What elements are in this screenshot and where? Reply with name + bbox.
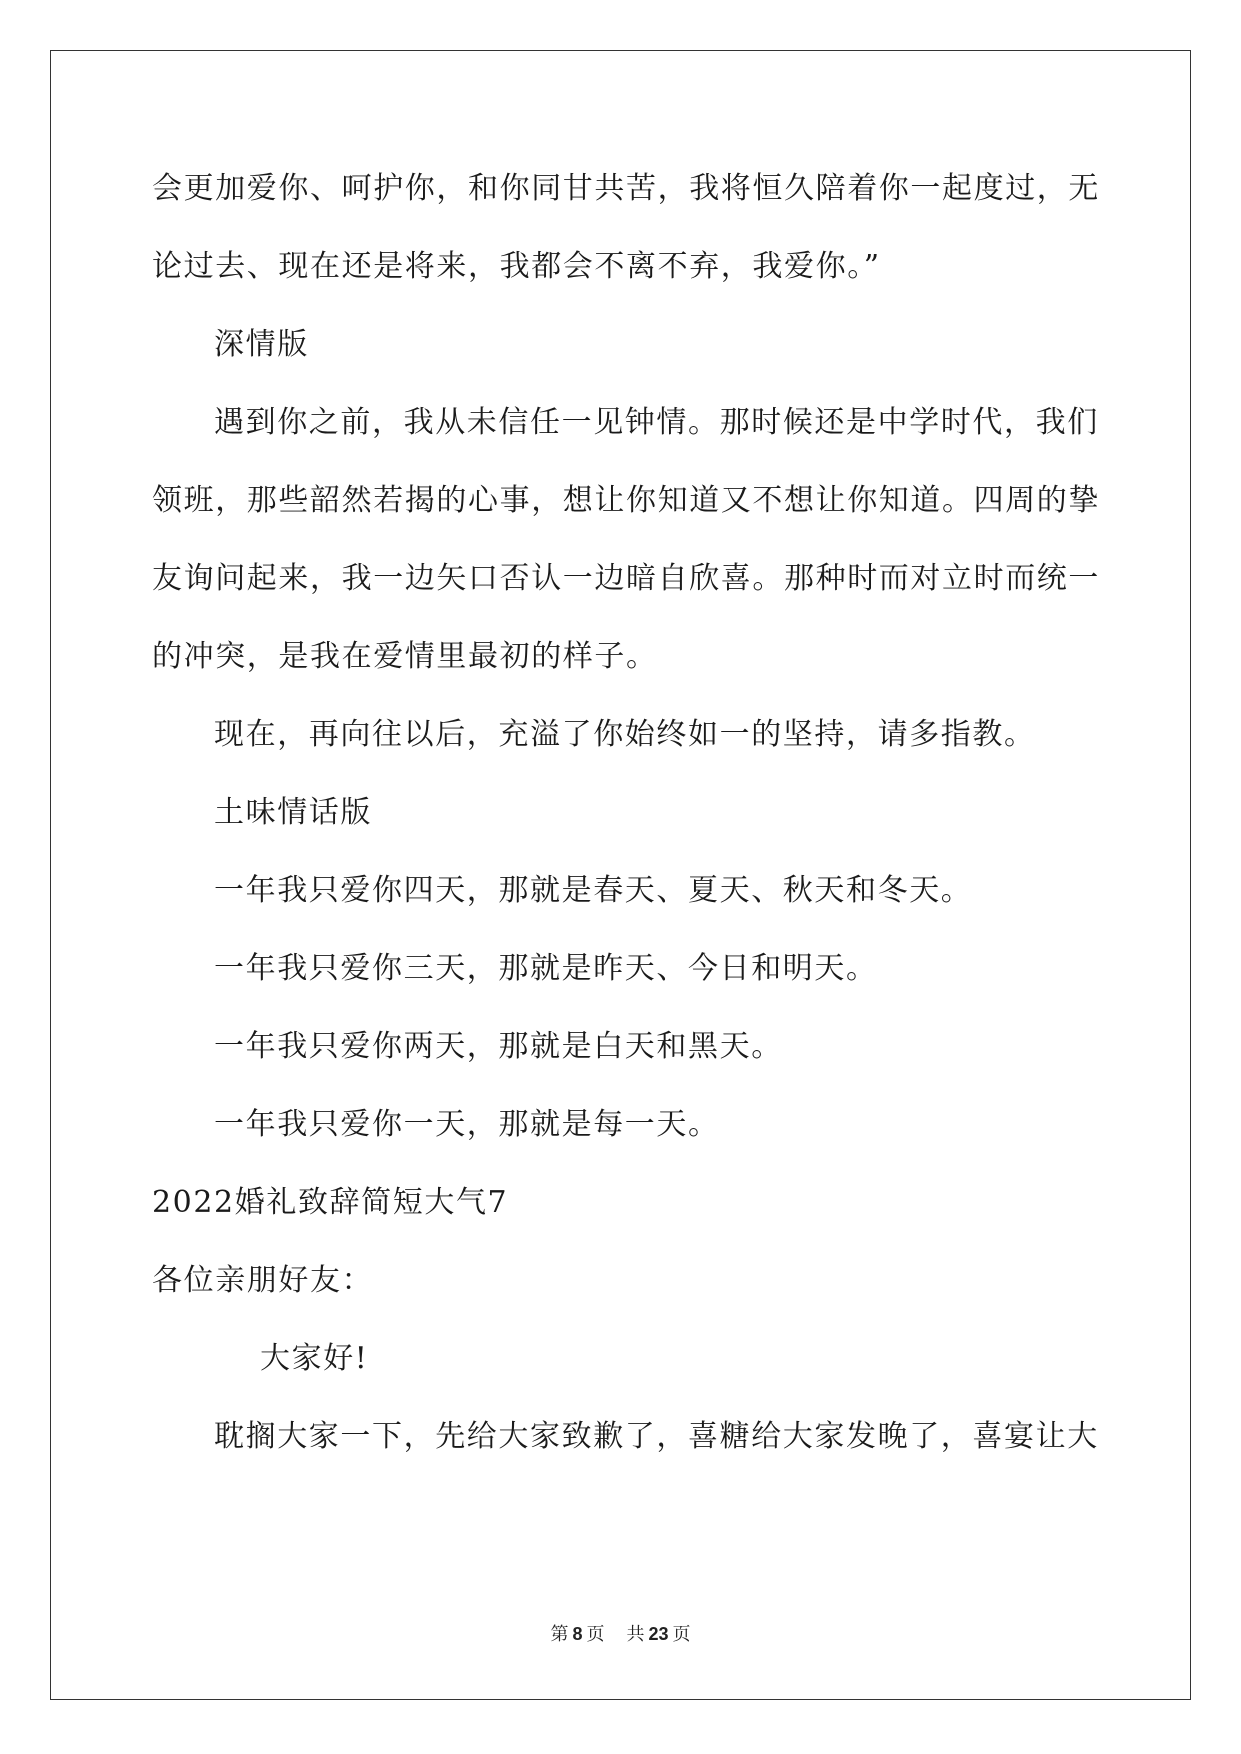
text-line: 一年我只爱你三天，那就是昨天、今日和明天。 <box>214 951 878 986</box>
greeting: 大家好! <box>260 1341 369 1376</box>
total-pages: 23 <box>648 1624 669 1644</box>
page-footer <box>0 1620 1241 1646</box>
text-line: 遇到你之前，我从未信任一见钟情。那时候还是中学时代，我们 <box>214 405 1099 440</box>
text-line: 的冲突，是我在爱情里最初的样子。 <box>152 639 658 674</box>
footer-page-unit: 页 <box>586 1624 605 1645</box>
text-line: 领班，那些韶然若揭的心事，想让你知道又不想让你知道。四周的挚 <box>152 483 1100 518</box>
footer-prefix: 第 <box>550 1624 569 1645</box>
section-heading: 土味情话版 <box>214 795 372 830</box>
text-line: 一年我只爱你四天，那就是春天、夏天、秋天和冬天。 <box>214 873 973 908</box>
page-number: 8 <box>572 1624 583 1644</box>
section-title: 2022婚礼致辞简短大气7 <box>152 1185 509 1220</box>
text-line: 会更加爱你、呵护你，和你同甘共苦，我将恒久陪着你一起度过，无 <box>152 171 1100 206</box>
text-line: 论过去、现在还是将来，我都会不离不弃，我爱你。” <box>152 249 881 284</box>
section-heading: 深情版 <box>214 327 309 362</box>
text-line: 现在，再向往以后，充溢了你始终如一的坚持，请多指教。 <box>214 717 1036 752</box>
salutation: 各位亲朋好友： <box>152 1263 374 1298</box>
document-body <box>152 166 1100 1492</box>
text-line: 友询问起来，我一边矢口否认一边暗自欣喜。那种时而对立时而统一 <box>152 561 1100 596</box>
footer-total-prefix: 共 <box>626 1624 645 1645</box>
text-line: 一年我只爱你一天，那就是每一天。 <box>214 1107 720 1142</box>
text-line: 耽搁大家一下，先给大家致歉了，喜糖给大家发晚了，喜宴让大 <box>214 1419 1099 1454</box>
footer-total-unit: 页 <box>672 1624 691 1645</box>
text-line: 一年我只爱你两天，那就是白天和黑天。 <box>214 1029 783 1064</box>
